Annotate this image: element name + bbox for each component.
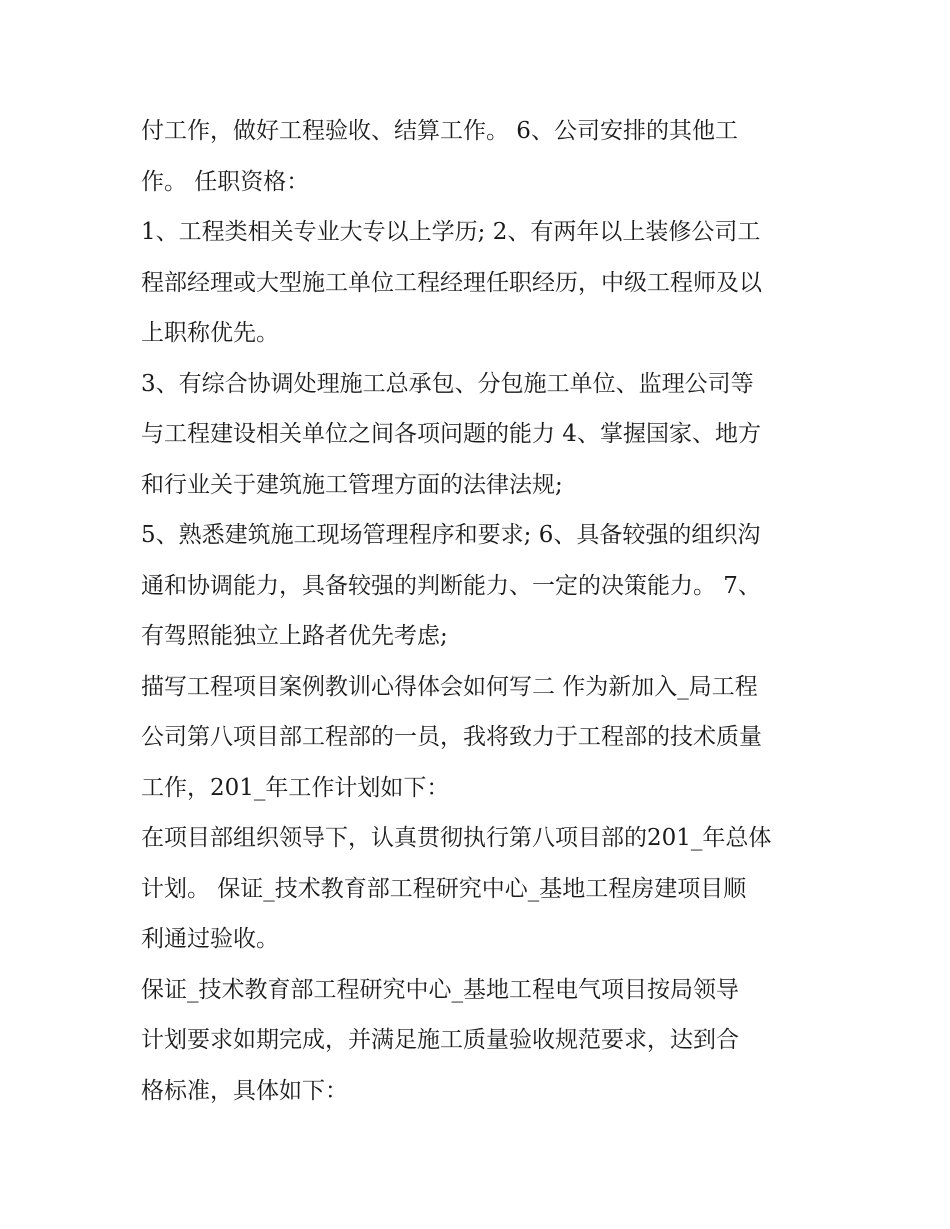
paragraph-section-two-intro [141,662,821,814]
text-line: 格标准，具体如下： [141,1077,348,1104]
text-line: 保证_技术教育部工程研究中心_基地工程电气项目按局领导 [141,976,739,1003]
text-line: 程部经理或大型施工单位工程经理任职经历，中级工程师及以 [141,269,762,296]
text-line: 与工程建设相关单位之间各项问题的能力 4、掌握国家、地方 [141,421,761,447]
text-line: 通和协调能力，具备较强的判断能力、一定的决策能力。 7、 [141,572,761,599]
text-line: 计划要求如期完成，并满足施工质量验收规范要求，达到合 [141,1027,739,1053]
text-line: 作。 任职资格： [141,168,310,195]
text-line: 1、工程类相关专业大专以上学历; 2、有两年以上装修公司工 [141,219,761,245]
text-line: 5、熟悉建筑施工现场管理程序和要求; 6、具备较强的组织沟 [141,522,761,548]
paragraph-duties-end [141,106,821,207]
paragraph-qualification-5-7 [141,510,821,662]
text-line: 公司第八项目部工程部的一员，我将致力于工程部的技术质量 [141,724,762,750]
text-line: 计划。 保证_技术教育部工程研究中心_基地工程房建项目顺 [141,875,747,902]
text-line: 有驾照能独立上路者优先考虑; [141,623,448,649]
paragraph-qualification-3-4 [141,359,821,511]
text-line: 付工作，做好工程验收、结算工作。 6、公司安排的其他工 [141,118,738,144]
paragraph-plan-electrical [141,965,821,1117]
text-line: 和行业关于建筑施工管理方面的法律法规; [141,471,563,498]
paragraph-qualification-1-2 [141,207,821,359]
paragraph-plan-overall [141,813,821,965]
text-line: 利通过验收。 [141,926,279,952]
text-line: 上职称优先。 [141,320,279,346]
document-body [141,106,821,1116]
text-line: 在项目部组织领导下，认真贯彻执行第八项目部的201_年总体 [141,825,772,851]
text-line: 3、有综合协调处理施工总承包、分包施工单位、监理公司等 [141,370,754,397]
text-line: 工作，201_年工作计划如下： [141,774,450,801]
text-line: 描写工程项目案例教训心得体会如何写二 作为新加入_局工程 [141,673,758,700]
